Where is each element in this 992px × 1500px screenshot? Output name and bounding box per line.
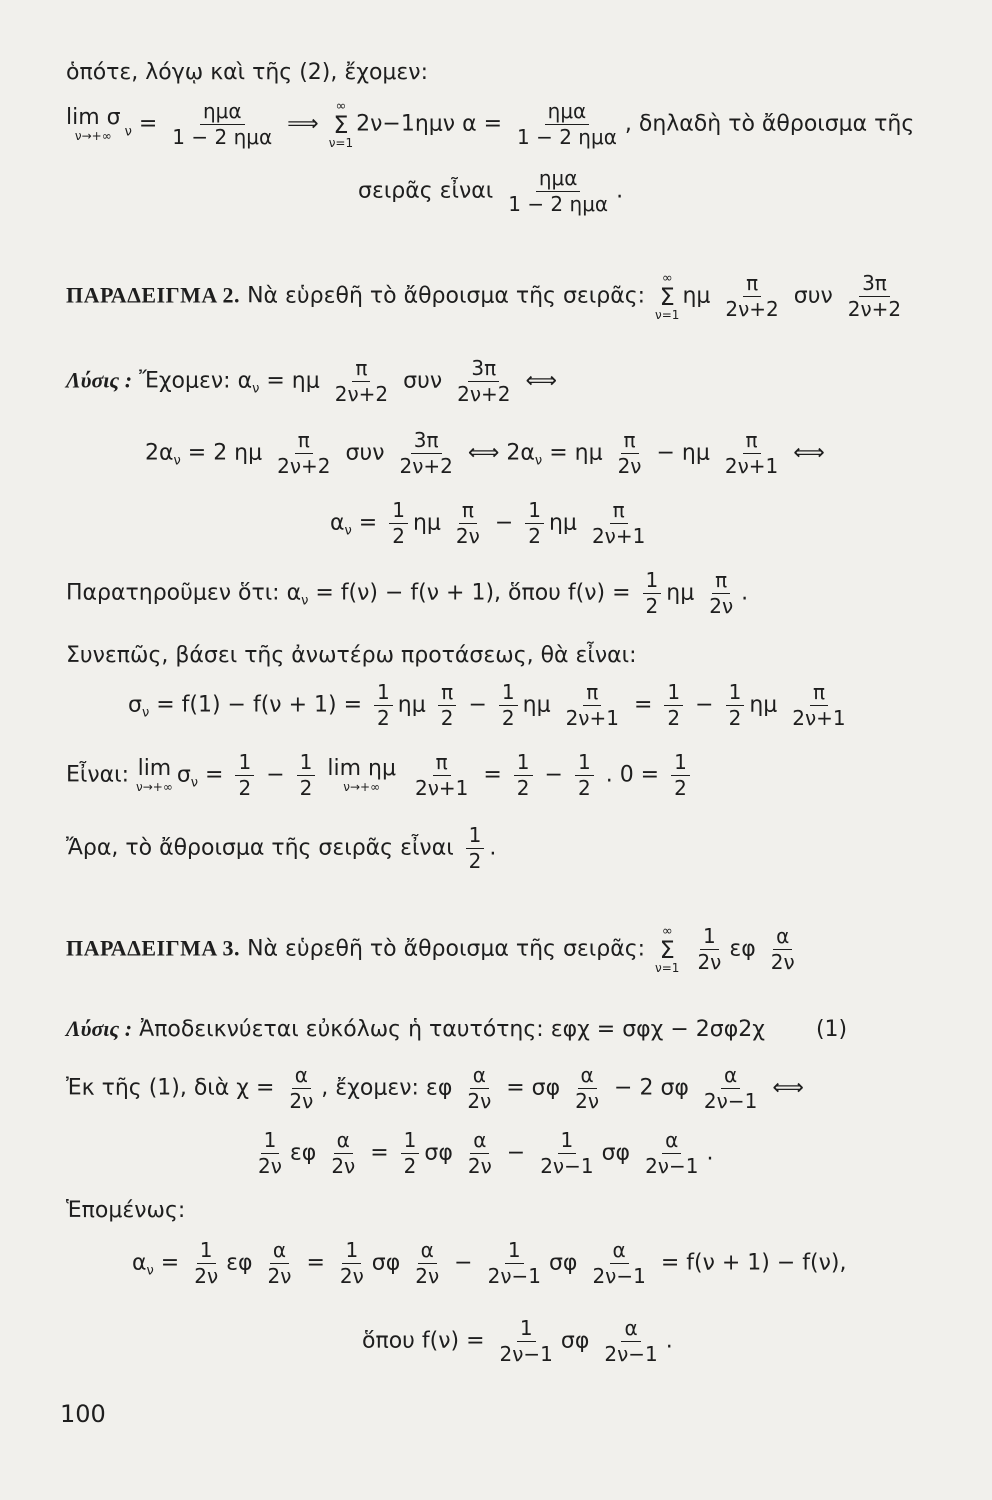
therefore-line: Ἄρα, τὸ ἄθροισμα τῆς σειρᾶς εἶναι $\frac{1}{2}$ .	[66, 823, 497, 873]
solution-3-line: Λύσις : Ἀποδεικνύεται εὐκόλως ἡ ταυτότης: εφχ = σφχ − 2σφ2χ (1)	[66, 1016, 848, 1042]
identity-line: $\frac{1}{2\nu}$ εφ $\frac{\alpha}{2\nu}$ = $\frac{1}{2}$ σφ $\frac{\alpha}{2\nu}$ − $\frac{1}{2\nu-1}$ σφ $\frac{\alpha}{2\nu-1}$ .	[258, 1128, 714, 1178]
double-angle-line: $2\alpha_\nu = 2$ ημ $\frac{\pi}{2\nu+2}$ συν $\frac{3\pi}{2\nu+2}$ ⟺ $2\alpha_\nu = \eta\mu$ $\frac{\pi}{2\nu}$ − ημ $\frac{\pi}{2\nu+1}$ ⟺	[145, 428, 825, 478]
series-sum-result: σειρᾶς εἶναι $\frac{\text{ημα}}{\text{1 − 2 ημα}}$ .	[358, 166, 624, 216]
intro-text: ὁπότε, λόγῳ καὶ τῆς (2), ἔχομεν:	[66, 60, 429, 85]
example-2-heading: ΠΑΡΑΔΕΙΓΜΑ 2. Νὰ εὑρεθῆ τὸ ἄθροισμα τῆς σειρᾶς: ∞ Σ ν=1 ημ $\frac{\pi}{2\nu+2}$ συν $\frac{3\pi}{2\nu+2}$	[66, 271, 902, 322]
consequently-text: Ἑπομένως:	[66, 1198, 186, 1223]
example-3-heading: ΠΑΡΑΔΕΙΓΜΑ 3. Νὰ εὑρεθῆ τὸ ἄθροισμα τῆς σειρᾶς: ∞ Σ ν=1 $\frac{1}{2\nu}$ εφ $\frac{\alpha}{2\nu}$	[66, 924, 795, 975]
hence-text: Συνεπῶς, βάσει τῆς ἀνωτέρω προτάσεως, θὰ εἶναι:	[66, 643, 637, 668]
page-number: 100	[60, 1400, 106, 1428]
limit-formula: lim σ ν→+∞ $_\nu$ = $\frac{\text{ημα}}{\text{1 − 2 ημα}}$ ⟹ ∞ Σ ν=1 2ν−1ημν α = $\frac{\text{ημα}}{\text{1 − 2 ημα}}$ , δηλαδὴ τὸ ἄθροισμα τῆς	[66, 99, 915, 150]
alpha-nu-line: $\alpha_\nu$ = $\frac{1}{2}$ ημ $\frac{\pi}{2\nu}$ − $\frac{1}{2}$ ημ $\frac{\pi}{2\nu+1}$	[330, 498, 646, 548]
limit-evaluation-line: Εἶναι: lim ν→+∞ $\sigma_\nu$ = $\frac{1}{2}$ − $\frac{1}{2}$ lim ημ ν→+∞ $\frac{\pi}{2\nu+1}$ = $\frac{1}{2}$ − $\frac{1}{2}$ . 0 = $\frac{1}{2}$	[66, 752, 695, 799]
observe-line: Παρατηροῦμεν ὅτι: $\alpha_\nu = f(\nu) - f(\nu + 1)$, ὅπου f(ν) = $\frac{1}{2}$ ημ $\frac{\pi}{2\nu}$ .	[66, 568, 749, 618]
sigma-nu-line: $\sigma_\nu = f(1) - f(\nu + 1)$ = $\frac{1}{2}$ ημ $\frac{\pi}{2}$ − $\frac{1}{2}$ ημ $\frac{\pi}{2\nu+1}$ = $\frac{1}{2}$ − $\frac{1}{2}$ ημ $\frac{\pi}{2\nu+1}$	[128, 680, 846, 730]
alpha-nu-telescoping-line: $\alpha_\nu$ = $\frac{1}{2\nu}$ εφ $\frac{\alpha}{2\nu}$ = $\frac{1}{2\nu}$ σφ $\frac{\alpha}{2\nu}$ − $\frac{1}{2\nu-1}$ σφ $\frac{\alpha}{2\nu-1}$ = f(ν + 1) − f(ν),	[132, 1238, 847, 1288]
solution-2-line: Λύσις : Ἔχομεν: $\alpha_\nu = \eta\mu$ $\frac{\pi}{2\nu+2}$ συν $\frac{3\pi}{2\nu+2}$ ⟺	[66, 356, 558, 406]
f-nu-definition: ὅπου f(ν) = $\frac{1}{2\nu-1}$ σφ $\frac{\alpha}{2\nu-1}$ .	[362, 1316, 673, 1366]
substitution-line: Ἐκ τῆς (1), διὰ χ = $\frac{\alpha}{2\nu}$ , ἔχομεν: εφ $\frac{\alpha}{2\nu}$ = σφ $\frac{\alpha}{2\nu}$ − 2 σφ $\frac{\alpha}{2\nu-1}$ ⟺	[66, 1063, 804, 1113]
